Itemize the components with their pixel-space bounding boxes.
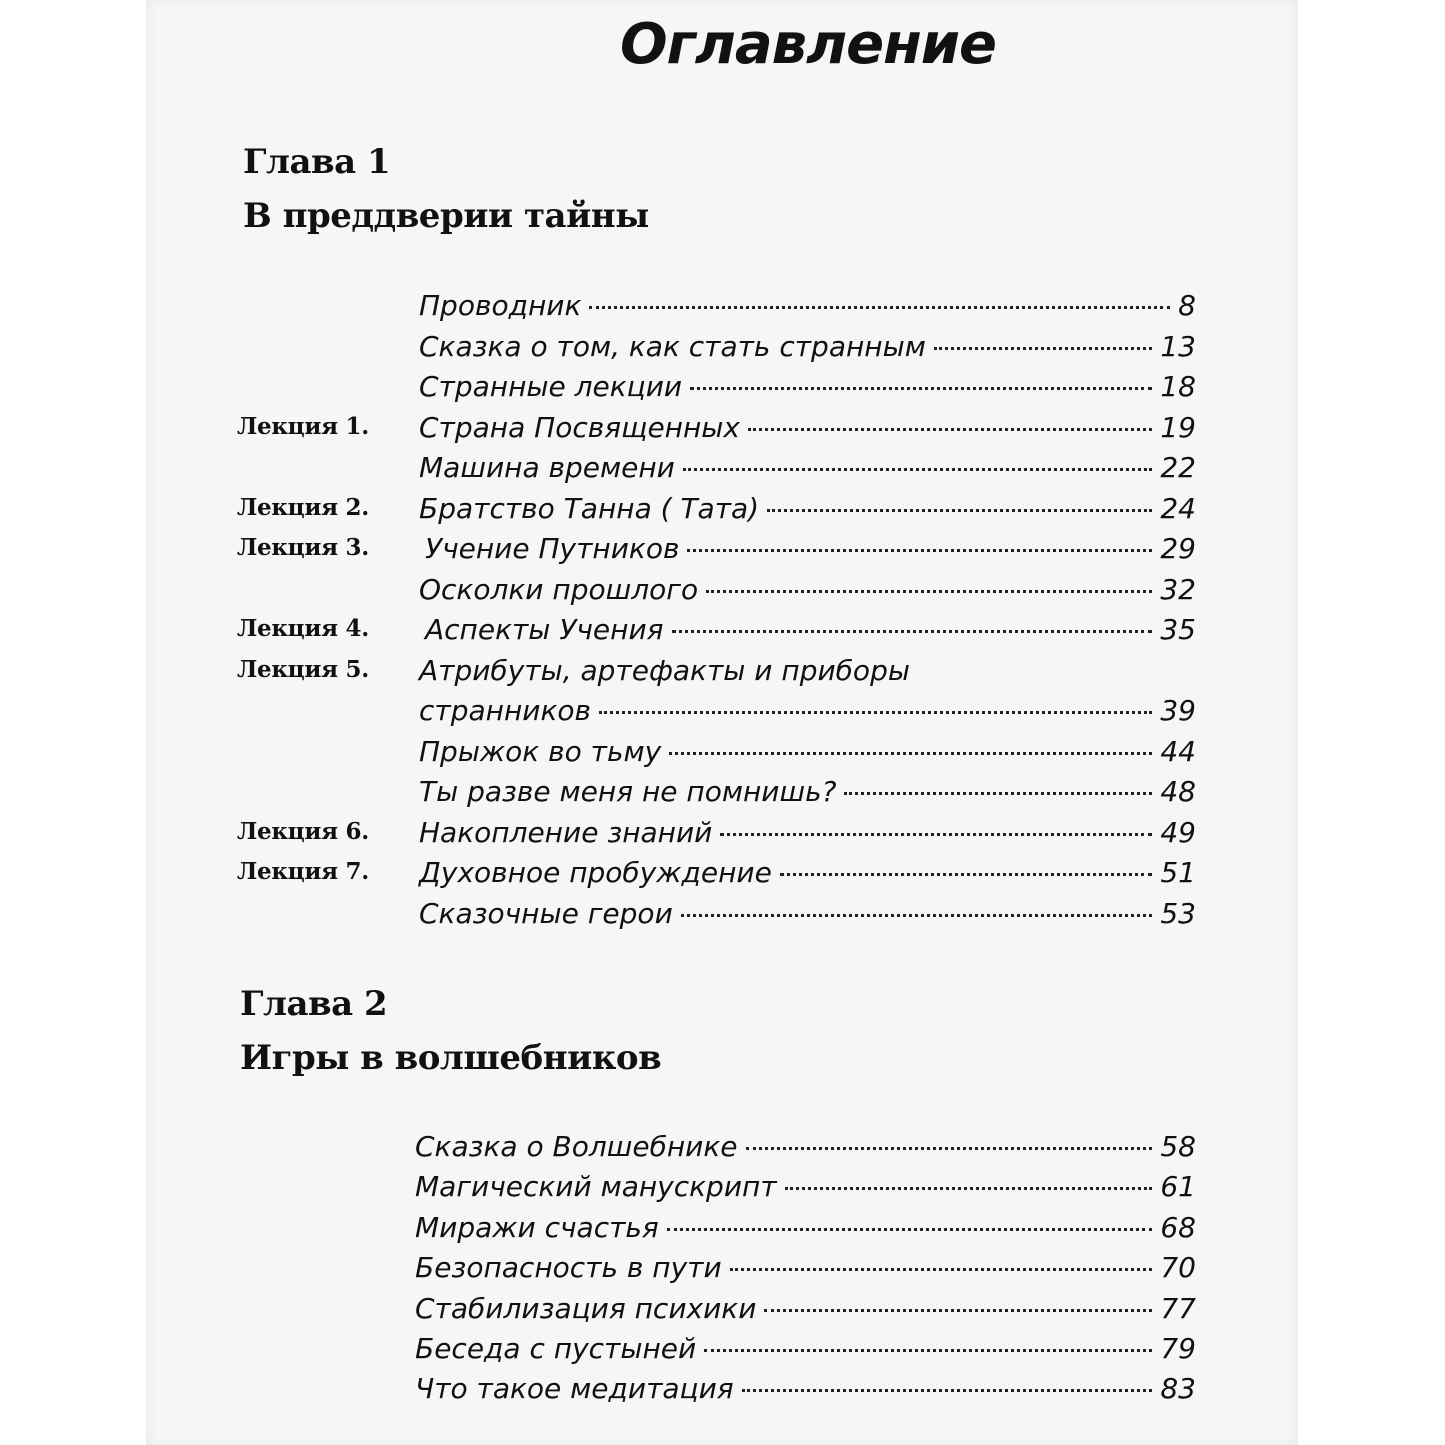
- lecture-label: Лекция 6.: [237, 817, 369, 845]
- toc-page-number: 22: [1160, 451, 1196, 484]
- toc-entry[interactable]: [419, 812, 1196, 854]
- toc-page-number: 58: [1160, 1130, 1196, 1163]
- toc-entry[interactable]: [419, 893, 1196, 935]
- dot-leader: [667, 1228, 1153, 1231]
- toc-entry-title: Ты разве меня не помнишь?: [419, 775, 837, 808]
- toc-entry[interactable]: [419, 690, 1196, 732]
- toc-entry-title: Накопление знаний: [419, 815, 713, 849]
- toc-entry[interactable]: [415, 1126, 1196, 1168]
- toc-entry-title: Беседа с пустыней: [415, 1332, 697, 1365]
- toc-entry[interactable]: [419, 731, 1196, 773]
- toc-page-number: 70: [1160, 1251, 1196, 1285]
- dot-leader: [748, 428, 1152, 431]
- toc-entry[interactable]: [419, 488, 1196, 530]
- toc-page-number: 8: [1178, 289, 1196, 322]
- dot-leader: [589, 306, 1170, 309]
- toc-entry-title: Атрибуты, артефакты и приборы: [419, 653, 910, 687]
- toc-page-number: 48: [1160, 775, 1196, 808]
- toc-page-number: 51: [1160, 856, 1196, 889]
- toc-entry-title: Аспекты Учения: [425, 613, 664, 646]
- toc-entry-title: Проводник: [419, 289, 582, 322]
- dot-leader: [730, 1268, 1153, 1271]
- chapter-title: Игры в волшебников: [240, 1038, 662, 1078]
- dot-leader: [934, 347, 1153, 350]
- chapter-label: Глава 2: [240, 984, 388, 1024]
- toc-page-number: 19: [1160, 410, 1196, 444]
- toc-entry-title: Стабилизация психики: [415, 1291, 757, 1325]
- toc-page-number: 32: [1160, 572, 1196, 606]
- dot-leader: [706, 590, 1152, 593]
- toc-entry-title: Прыжок во тьму: [419, 734, 662, 768]
- toc-entry[interactable]: [425, 609, 1196, 651]
- toc-page-number: 77: [1160, 1291, 1196, 1325]
- toc-page-number: 83: [1160, 1372, 1196, 1406]
- toc-entry-title: Безопасность в пути: [415, 1251, 722, 1285]
- dot-leader: [687, 549, 1152, 552]
- lecture-label: Лекция 4.: [237, 615, 369, 642]
- toc-entry[interactable]: [419, 407, 1196, 449]
- toc-entry[interactable]: [419, 326, 1196, 368]
- dot-leader: [720, 833, 1152, 836]
- lecture-label: Лекция 3.: [237, 534, 369, 561]
- toc-page-number: 79: [1160, 1332, 1196, 1365]
- dot-leader: [785, 1187, 1153, 1190]
- dot-leader: [767, 509, 1152, 512]
- toc-entry-title: Учение Путников: [425, 532, 680, 565]
- toc-entry[interactable]: [419, 447, 1196, 489]
- book-page: [146, 0, 1298, 1445]
- dot-leader: [742, 1389, 1153, 1392]
- toc-entry[interactable]: [415, 1288, 1196, 1330]
- lecture-label: Лекция 5.: [237, 655, 369, 683]
- dot-leader: [704, 1349, 1152, 1352]
- toc-entry-title: Машина времени: [419, 451, 675, 484]
- toc-page-number: 68: [1160, 1210, 1196, 1244]
- dot-leader: [844, 792, 1152, 795]
- toc-entry-title: Страна Посвященных: [419, 410, 740, 444]
- dot-leader: [669, 752, 1152, 755]
- toc-entry[interactable]: [415, 1207, 1196, 1249]
- dot-leader: [599, 711, 1152, 714]
- toc-entry[interactable]: [419, 285, 1196, 327]
- toc-entry-title: Сказочные герои: [419, 896, 673, 930]
- toc-entry[interactable]: [419, 366, 1196, 408]
- dot-leader: [764, 1309, 1152, 1312]
- toc-page-number: 13: [1160, 329, 1196, 363]
- dot-leader: [780, 873, 1153, 876]
- toc-entry-title: Странные лекции: [419, 370, 683, 403]
- dot-leader: [690, 387, 1152, 390]
- toc-entry-title: Сказка о Волшебнике: [415, 1130, 738, 1163]
- lecture-label: Лекция 7.: [237, 858, 369, 885]
- chapter-title: В преддверии тайны: [243, 196, 649, 236]
- toc-page-number: 44: [1160, 734, 1196, 768]
- toc-page-number: 24: [1160, 491, 1196, 525]
- toc-page-number: 29: [1160, 532, 1196, 565]
- toc-page-number: 53: [1160, 896, 1196, 930]
- toc-entry-title: Магический манускрипт: [415, 1170, 777, 1204]
- toc-entry[interactable]: [415, 1328, 1196, 1370]
- toc-entry-title: Сказка о том, как стать странным: [419, 329, 926, 363]
- toc-page-number: 61: [1160, 1170, 1196, 1204]
- toc-entry[interactable]: [419, 852, 1196, 894]
- toc-entry-title: Осколки прошлого: [419, 572, 699, 606]
- dot-leader: [683, 468, 1153, 471]
- toc-entry-title: Миражи счастья: [415, 1210, 659, 1244]
- toc-page-number: 35: [1160, 613, 1196, 646]
- toc-entry[interactable]: [425, 528, 1196, 570]
- toc-entry-title: странников: [419, 694, 591, 727]
- toc-entry[interactable]: [419, 650, 1196, 692]
- toc-entry[interactable]: [419, 569, 1196, 611]
- toc-page-number: 39: [1160, 694, 1196, 727]
- chapter-label: Глава 1: [243, 142, 391, 182]
- toc-page-number: 18: [1160, 370, 1196, 403]
- toc-entry[interactable]: [419, 771, 1196, 813]
- dot-leader: [746, 1147, 1153, 1150]
- toc-entry[interactable]: [415, 1368, 1196, 1410]
- toc-entry-title: Братство Танна ( Тата): [419, 491, 760, 525]
- dot-leader: [681, 914, 1153, 917]
- toc-entry-title: Что такое медитация: [415, 1372, 734, 1406]
- page-title: Оглавление: [620, 12, 997, 77]
- dot-leader: [672, 630, 1153, 633]
- toc-entry[interactable]: [415, 1166, 1196, 1208]
- toc-entry[interactable]: [415, 1247, 1196, 1289]
- lecture-label: Лекция 1.: [237, 412, 369, 440]
- toc-page-number: 49: [1160, 815, 1196, 849]
- toc-entry-title: Духовное пробуждение: [419, 856, 772, 889]
- lecture-label: Лекция 2.: [237, 493, 369, 521]
